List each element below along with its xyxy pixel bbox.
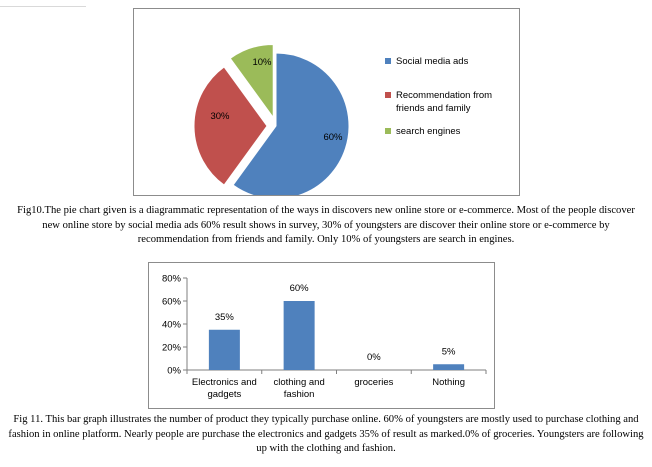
legend-swatch-3 — [385, 128, 391, 134]
page-edge-line — [0, 0, 86, 7]
x-category-label-2-line-2: fashion — [283, 389, 315, 400]
bar-2 — [284, 301, 315, 370]
x-category-label-2-line-1: clothing and — [273, 377, 325, 388]
y-tick-label-4: 60% — [161, 296, 181, 308]
x-category-label-1-line-1: Electronics and — [191, 377, 257, 388]
bar-data-label-3: 0% — [367, 352, 381, 363]
pie-chart — [134, 9, 519, 195]
bar-4 — [433, 364, 464, 370]
pie-chart-frame — [133, 8, 520, 196]
pie-data-label-3: 10% — [252, 57, 272, 68]
figure-10-caption: Fig10.The pie chart given is a diagrammatic representation of the ways in discovers new online store or e-commerce. Most of the people discover new online store by social media ads 60% result shows in survey, 30% of youngsters are discover their online store or e-commerce by recommendation from friends and family. Only 10% of youngsters are search in engines. — [17, 205, 635, 245]
bar-data-label-2: 60% — [289, 283, 309, 294]
legend-label-1-line-1: Social media ads — [396, 56, 469, 67]
legend-label-3-line-1: search engines — [396, 126, 461, 137]
bar-data-label-1: 35% — [214, 311, 234, 323]
bar-chart-frame — [148, 262, 495, 409]
y-tick-label-1: 0% — [167, 365, 181, 377]
legend-swatch-2 — [385, 92, 391, 98]
legend-label-2-line-1: Recommendation from — [396, 90, 493, 101]
x-category-label-4-line-1: Nothing — [432, 377, 465, 388]
x-category-label-3-line-1: groceries — [354, 377, 394, 388]
y-tick-label-3: 40% — [161, 319, 181, 331]
legend-label-2-line-2: friends and family — [396, 103, 471, 114]
x-category-label-1-line-2: gadgets — [207, 389, 242, 400]
bar-chart — [149, 263, 494, 408]
pie-data-label-2: 30% — [210, 111, 230, 122]
y-tick-label-2: 20% — [161, 342, 181, 354]
pie-data-label-1: 60% — [323, 132, 343, 143]
y-tick-label-5: 80% — [161, 273, 181, 285]
legend-swatch-1 — [385, 58, 391, 64]
bar-1 — [209, 330, 240, 370]
bar-data-label-4: 5% — [441, 346, 456, 358]
figure-11-caption: Fig 11. This bar graph illustrates the number of product they typically purchase online. 60% of youngsters are mostly used to purchase clothing and fashion in online platform. Nearly people are purchase the electronics and gadgets 35% of result as marked.0% of groceries. Youngsters are following up with the clothing and fashion. — [8, 414, 644, 454]
